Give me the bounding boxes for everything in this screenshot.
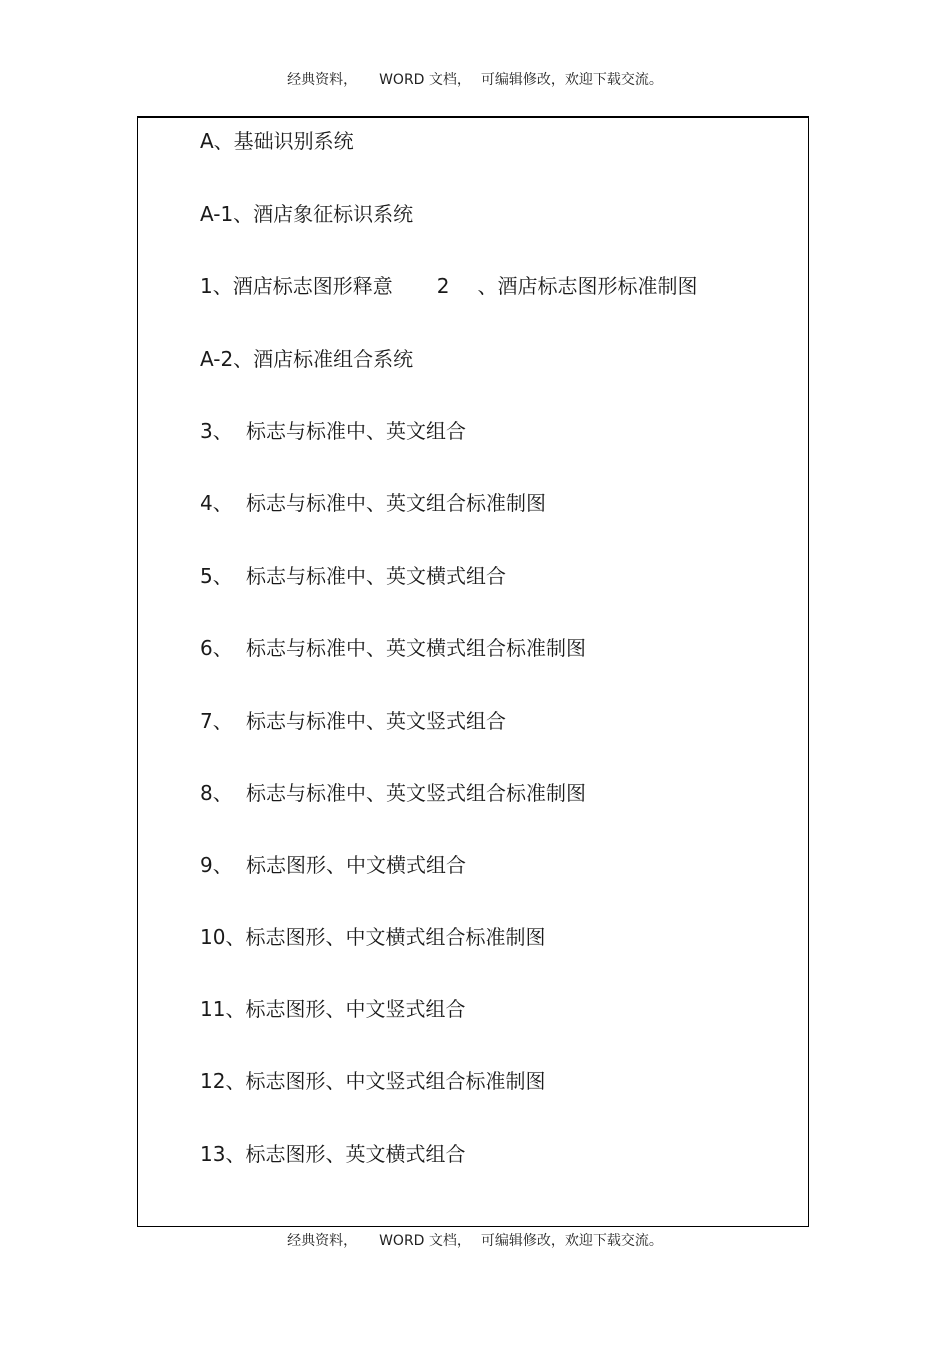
toc-item <box>200 780 586 806</box>
toc-item-num: 6、 <box>200 636 233 660</box>
footer-text-3: 可编辑修改，欢迎下载交流。 <box>480 1233 663 1249</box>
toc-item: 11、标志图形、中文竖式组合 <box>200 997 466 1021</box>
toc-item-text: 标志与标准中、英文竖式组合标准制图 <box>246 781 586 805</box>
toc-item: 13、标志图形、英文横式组合 <box>200 1142 466 1166</box>
toc-section-a1: A-1、酒店象征标识系统 <box>200 202 414 226</box>
toc-item-1-2 <box>200 273 697 299</box>
toc-item: 12、标志图形、中文竖式组合标准制图 <box>200 1069 546 1093</box>
toc-item-num: 9、 <box>200 853 233 877</box>
toc-item <box>200 708 506 734</box>
toc-item-1: 1、酒店标志图形释意 <box>200 274 393 298</box>
toc-item <box>200 490 546 516</box>
toc-item-num: 7、 <box>200 709 233 733</box>
toc-item-2-text: 、酒店标志图形标准制图 <box>477 274 698 298</box>
page-header <box>0 71 950 89</box>
toc-item <box>200 852 466 878</box>
toc-item-num: 8、 <box>200 781 233 805</box>
toc-item-2-num: 2 <box>436 274 450 298</box>
toc-item-text: 标志与标准中、英文组合 <box>246 419 466 443</box>
toc-item <box>200 635 586 661</box>
toc-item-text: 标志与标准中、英文竖式组合 <box>246 709 506 733</box>
toc-item <box>200 418 466 444</box>
toc-item <box>200 563 506 589</box>
toc-item-num: 3、 <box>200 419 233 443</box>
toc-section-a2: A-2、酒店标准组合系统 <box>200 347 414 371</box>
toc-item-text: 标志与标准中、英文组合标准制图 <box>246 491 546 515</box>
toc-section-a: A、基础识别系统 <box>200 129 354 153</box>
footer-text-1: 经典资料， <box>287 1233 358 1249</box>
header-text-2: WORD 文档， <box>379 72 471 88</box>
header-text-3: 可编辑修改，欢迎下载交流。 <box>480 72 663 88</box>
toc-item-text: 标志与标准中、英文横式组合标准制图 <box>246 636 586 660</box>
toc-item: 10、标志图形、中文横式组合标准制图 <box>200 925 546 949</box>
toc-item-num: 5、 <box>200 564 233 588</box>
toc-item-text: 标志图形、中文横式组合 <box>246 853 466 877</box>
footer-text-2: WORD 文档， <box>379 1233 471 1249</box>
toc-item-num: 4、 <box>200 491 233 515</box>
header-text-1: 经典资料， <box>287 72 358 88</box>
toc-item-text: 标志与标准中、英文横式组合 <box>246 564 506 588</box>
page-footer <box>0 1232 950 1250</box>
